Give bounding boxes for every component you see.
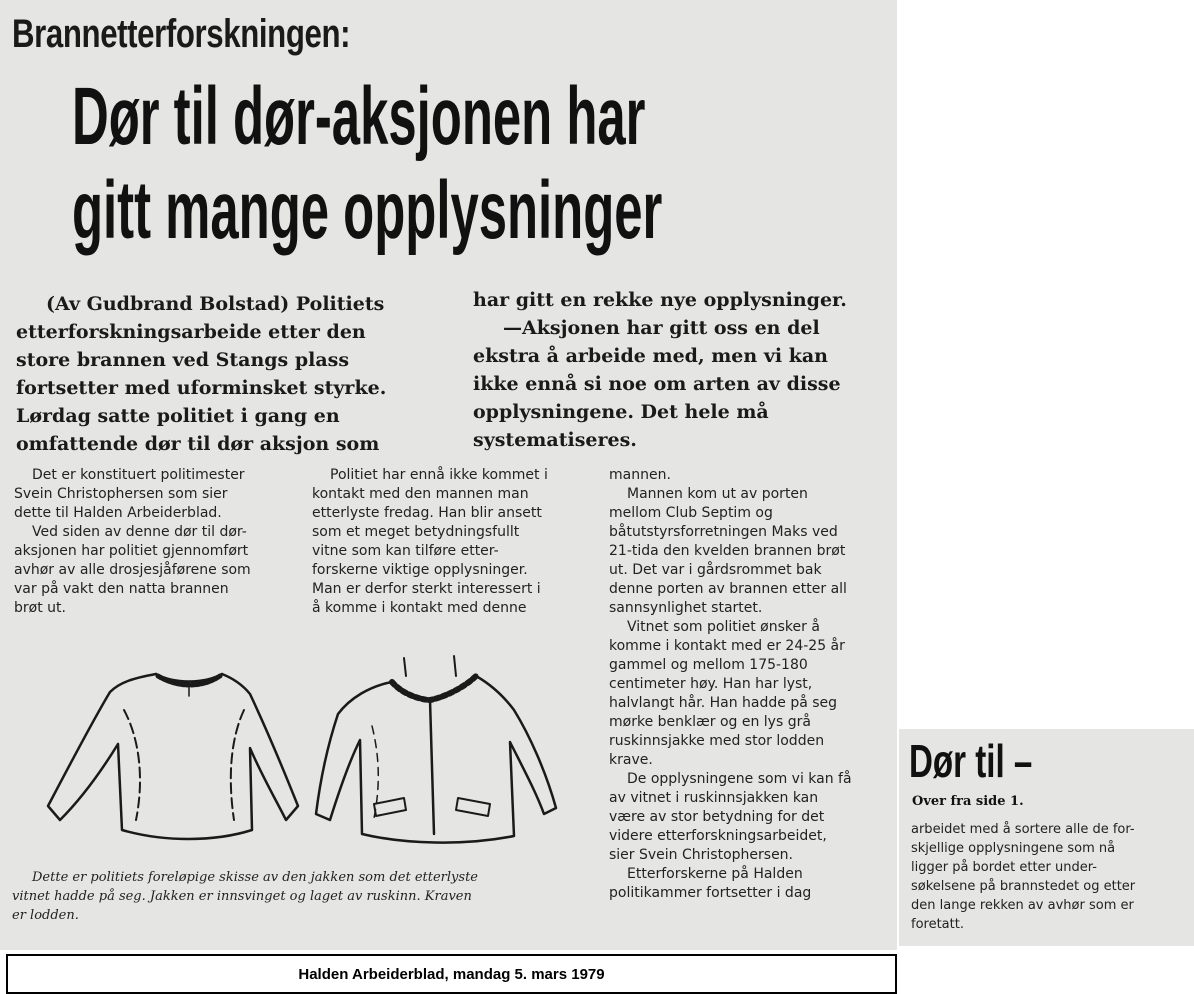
lead-line: ikke ennå si noe om arten av disse — [473, 373, 841, 395]
jacket-sketch-illustration — [44, 648, 564, 860]
lead-line: har gitt en rekke nye opplysninger. — [473, 289, 847, 311]
source-caption-text: Halden Arbeiderblad, mandag 5. mars 1979 — [298, 965, 605, 983]
lead-line: etterforskningsarbeide etter den — [16, 321, 366, 343]
body-line: dette til Halden Arbeiderblad. — [14, 505, 222, 521]
lead-line: Lørdag satte politiet i gang en — [16, 405, 340, 427]
body-line: krave. — [609, 752, 653, 768]
body-line: 21-tida den kvelden brannen brøt — [609, 543, 846, 559]
source-caption-box — [6, 954, 897, 994]
body-line: etterlyste fredag. Han blir ansett — [312, 505, 542, 521]
lead-line: store brannen ved Stangs plass — [16, 349, 350, 371]
body-line: gammel og mellom 175-180 — [609, 657, 808, 673]
body-line: kontakt med den mannen man — [312, 486, 529, 502]
body-line: skjellige opplysningene som nå — [911, 841, 1116, 856]
body-line: å komme i kontakt med denne — [312, 600, 527, 616]
body-line: forskerne viktige opplysninger. — [312, 562, 528, 578]
body-line: sannsynlighet startet. — [609, 600, 763, 616]
body-line: ruskinnsjakke med stor lodden — [609, 733, 825, 749]
body-column-3 — [609, 466, 852, 903]
body-column-2 — [312, 466, 548, 618]
body-line: Man er derfor sterkt interessert i — [312, 581, 541, 597]
lead-line: ekstra å arbeide med, men vi kan — [473, 345, 828, 367]
body-line: Ved siden av denne dør til dør- — [32, 524, 247, 540]
continuation-body — [911, 820, 1135, 934]
body-line: Det er konstituert politimester — [32, 467, 245, 483]
caption-line: Dette er politiets foreløpige skisse av den jakken som det etterlyste — [32, 870, 478, 885]
continuation-from-note: Over fra side 1. — [912, 794, 1024, 809]
lead-line: omfattende dør til dør aksjon som — [16, 433, 380, 455]
lead-line: opplysningene. Det hele må — [473, 401, 769, 423]
continuation-title: Dør til – — [909, 735, 1033, 787]
body-line: Vitnet som politiet ønsker å — [627, 619, 820, 635]
body-line: Svein Christophersen som sier — [14, 486, 228, 502]
body-line: politikammer fortsetter i dag — [609, 885, 812, 901]
body-line: aksjonen har politiet gjennomført — [14, 543, 249, 559]
lead-line: fortsetter med uforminsket styrke. — [16, 377, 387, 399]
body-line: være av stor betydning for det — [609, 809, 825, 825]
body-line: mellom Club Septim og — [609, 505, 773, 521]
body-line: vitne som kan tilføre etter- — [312, 543, 499, 559]
body-line: centimeter høy. Han har lyst, — [609, 676, 813, 692]
body-line: brøt ut. — [14, 600, 66, 616]
body-line: båtutstyrsforretningen Maks ved — [609, 524, 838, 540]
body-line: sier Svein Christophersen. — [609, 847, 794, 863]
body-line: videre etterforskningsarbeidet, — [609, 828, 827, 844]
body-line: søkelsene på brannstedet og etter — [911, 879, 1136, 894]
sketch-caption — [12, 868, 478, 925]
body-line: mørke benklær og en lys grå — [609, 714, 811, 730]
jacket-sketch-front — [48, 674, 298, 839]
body-line: som et meget betydningsfullt — [312, 524, 520, 540]
body-line: av vitnet i ruskinnsjakken kan — [609, 790, 819, 806]
body-line: denne porten av brannen etter all — [609, 581, 847, 597]
lead-line: systematiseres. — [473, 429, 637, 451]
headline-line-1: Dør til dør-aksjonen har — [72, 71, 646, 162]
body-line: halvlangt hår. Han hadde på seg — [609, 695, 838, 711]
body-line: foretatt. — [911, 917, 964, 932]
article-kicker: Brannetterforskningen: — [12, 12, 351, 56]
caption-line: er lodden. — [12, 908, 79, 923]
headline-line-2: gitt mange opplysninger — [72, 165, 663, 256]
body-line: Mannen kom ut av porten — [627, 486, 808, 502]
caption-line: vitnet hadde på seg. Jakken er innsvinget og laget av ruskinn. Kraven — [12, 889, 472, 904]
body-column-1 — [14, 466, 251, 618]
lead-line: (Av Gudbrand Bolstad) Politiets — [46, 293, 385, 315]
body-line: var på vakt den natta brannen — [14, 581, 229, 597]
body-line: De opplysningene som vi kan få — [627, 771, 852, 787]
jacket-sketch-back — [316, 656, 556, 843]
lead-left-column — [16, 290, 386, 458]
lead-line: —Aksjonen har gitt oss en del — [503, 317, 820, 339]
body-line: Politiet har ennå ikke kommet i — [330, 467, 548, 483]
body-line: den lange rekken av avhør som er — [911, 898, 1134, 913]
lead-right-column — [473, 286, 847, 454]
body-line: ut. Det var i gårdsrommet bak — [609, 562, 822, 578]
body-line: arbeidet med å sortere alle de for- — [911, 822, 1135, 837]
body-line: ligger på bordet etter under- — [911, 860, 1097, 875]
body-line: mannen. — [609, 467, 671, 483]
body-line: komme i kontakt med er 24-25 år — [609, 638, 845, 654]
body-line: Etterforskerne på Halden — [627, 866, 803, 882]
body-line: avhør av alle drosjesjåførene som — [14, 562, 251, 578]
